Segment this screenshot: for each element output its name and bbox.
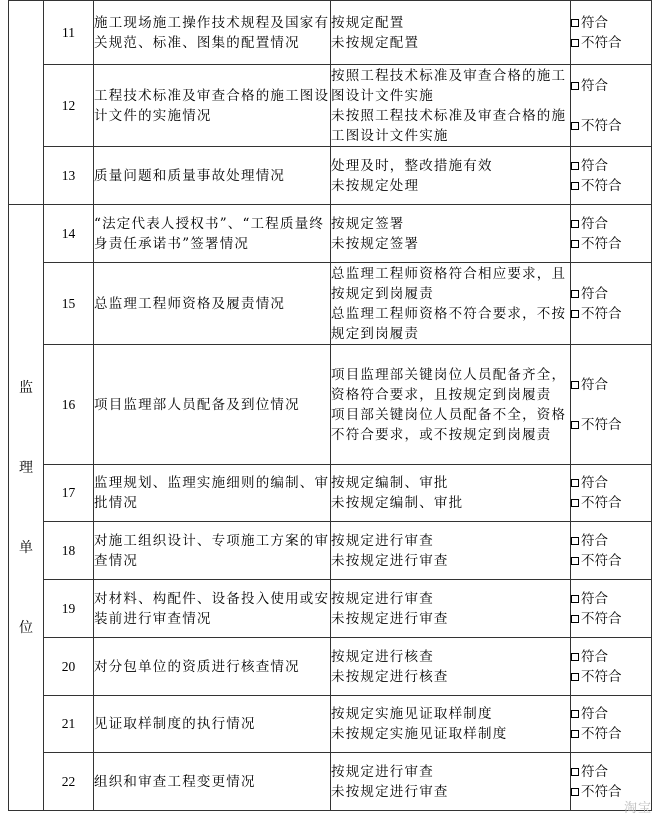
check-standard [331, 465, 571, 522]
row-number: 11 [44, 1, 94, 65]
result-option[interactable] [571, 76, 651, 96]
check-item [94, 147, 331, 205]
result-label: 不符合 [581, 610, 622, 627]
result-option[interactable] [571, 667, 651, 687]
standard-line: 未按规定进行审查 [331, 552, 449, 569]
result-cell [571, 638, 652, 696]
row-number: 15 [44, 263, 94, 345]
check-item-text: 工程技术标准及审查合格的施工图设计文件的实施情况 [94, 87, 330, 124]
table-row [9, 263, 652, 345]
result-label: 不符合 [581, 552, 622, 569]
result-label: 不符合 [581, 726, 622, 742]
table-row [9, 753, 652, 811]
result-cell [571, 465, 652, 522]
checkbox-icon[interactable] [571, 537, 579, 545]
standard-line: 按规定签署 [331, 215, 405, 232]
result-option[interactable] [571, 647, 651, 667]
row-number: 22 [44, 753, 94, 811]
checkbox-icon[interactable] [571, 182, 579, 190]
check-item-text: 施工现场施工操作技术规程及国家有关规范、标准、图集的配置情况 [94, 14, 330, 51]
standard-line: 按规定进行审查 [331, 590, 434, 607]
checkbox-icon[interactable] [571, 595, 579, 603]
check-standard [331, 65, 571, 147]
result-option[interactable] [571, 234, 651, 254]
check-standard [331, 638, 571, 696]
checkbox-icon[interactable] [571, 653, 579, 661]
result-label: 不符合 [581, 235, 622, 252]
result-option[interactable] [571, 33, 651, 53]
check-item [94, 345, 331, 465]
result-option[interactable] [571, 493, 651, 513]
result-cell [571, 696, 652, 753]
result-label: 符合 [581, 77, 608, 94]
result-label: 符合 [581, 376, 608, 393]
unit-char: 理 [19, 459, 33, 476]
standard-line: 总监理工程师资格不符合要求，不按规定到岗履责 [331, 305, 567, 342]
row-number: 12 [44, 65, 94, 147]
result-label: 符合 [581, 590, 608, 607]
table-row [9, 147, 652, 205]
check-item [94, 696, 331, 753]
result-label: 不符合 [581, 34, 622, 51]
check-item-text: 对材料、构配件、设备投入使用或安装前进行审查情况 [94, 590, 330, 627]
standard-line: 未按规定进行核查 [331, 668, 449, 685]
check-standard [331, 147, 571, 205]
check-standard [331, 580, 571, 638]
result-cell [571, 65, 652, 147]
result-option[interactable] [571, 156, 651, 176]
result-option[interactable] [571, 375, 651, 395]
row-number: 14 [44, 205, 94, 263]
checkbox-icon[interactable] [571, 240, 579, 248]
check-item [94, 580, 331, 638]
result-cell [571, 205, 652, 263]
checkbox-icon[interactable] [571, 673, 579, 681]
result-cell [571, 580, 652, 638]
standard-line: 项目监理部关键岗位人员配备齐全，资格符合要求，且按规定到岗履责 [331, 366, 567, 403]
result-label: 符合 [581, 285, 608, 302]
check-item [94, 65, 331, 147]
unit-cell-construction [9, 1, 44, 205]
result-option[interactable] [571, 116, 651, 136]
row-number: 19 [44, 580, 94, 638]
result-cell [571, 522, 652, 580]
unit-label [9, 378, 43, 638]
result-option[interactable] [571, 724, 651, 744]
result-option[interactable] [571, 13, 651, 33]
checkbox-icon[interactable] [571, 730, 579, 738]
table-row [9, 1, 652, 65]
check-item-text: 组织和审查工程变更情况 [94, 773, 256, 790]
standard-line: 未按规定签署 [331, 235, 420, 252]
check-standard [331, 522, 571, 580]
check-standard [331, 753, 571, 811]
result-label: 不符合 [581, 117, 622, 134]
table-row [9, 696, 652, 753]
checkbox-icon[interactable] [571, 39, 579, 47]
table-row [9, 205, 652, 263]
standard-line: 按规定配置 [331, 14, 405, 31]
check-item [94, 205, 331, 263]
result-label: 符合 [581, 475, 608, 491]
result-option[interactable] [571, 704, 651, 724]
result-option[interactable] [571, 762, 651, 782]
result-label: 不符合 [581, 305, 622, 322]
check-standard [331, 696, 571, 753]
standard-line: 未按照工程技术标准及审查合格的施工图设计文件实施 [331, 107, 567, 144]
check-item-text: 对施工组织设计、专项施工方案的审查情况 [94, 532, 330, 569]
check-standard [331, 1, 571, 65]
standard-line: 总监理工程师资格符合相应要求，且按规定到岗履责 [331, 265, 567, 302]
row-number: 16 [44, 345, 94, 465]
result-label: 不符合 [581, 416, 622, 433]
unit-char: 监 [19, 379, 33, 396]
checkbox-icon[interactable] [571, 499, 579, 507]
result-option[interactable] [571, 415, 651, 435]
checkbox-icon[interactable] [571, 122, 579, 130]
check-item-text: 见证取样制度的执行情况 [94, 716, 256, 732]
check-standard [331, 263, 571, 345]
result-option[interactable] [571, 473, 651, 493]
check-item-text: “法定代表人授权书”、“工程质量终身责任承诺书”签署情况 [94, 215, 325, 252]
row-number: 18 [44, 522, 94, 580]
watermark: 淘宝 [623, 801, 652, 816]
table-row [9, 638, 652, 696]
result-label: 符合 [581, 14, 608, 31]
result-label: 符合 [581, 157, 608, 174]
unit-cell-supervision [9, 205, 44, 811]
checkbox-icon[interactable] [571, 310, 579, 318]
standard-line: 按规定进行审查 [331, 532, 434, 549]
checkbox-icon[interactable] [571, 615, 579, 623]
result-label: 符合 [581, 706, 608, 722]
check-item-text: 监理规划、监理实施细则的编制、审批情况 [94, 475, 330, 511]
checkbox-icon[interactable] [571, 788, 579, 796]
standard-line: 未按规定处理 [331, 177, 420, 194]
result-option[interactable] [571, 304, 651, 324]
standard-line: 按规定进行审查 [331, 763, 434, 780]
result-label: 符合 [581, 215, 608, 232]
result-label: 符合 [581, 648, 608, 665]
standard-line: 未按规定编制、审批 [331, 495, 464, 511]
check-item [94, 263, 331, 345]
result-label: 符合 [581, 763, 608, 780]
checkbox-icon[interactable] [571, 381, 579, 389]
result-option[interactable] [571, 531, 651, 551]
result-cell [571, 345, 652, 465]
result-option[interactable] [571, 284, 651, 304]
checkbox-icon[interactable] [571, 19, 579, 27]
checkbox-icon[interactable] [571, 220, 579, 228]
checkbox-icon[interactable] [571, 479, 579, 487]
check-item-text: 质量问题和质量事故处理情况 [94, 167, 286, 184]
checkbox-icon[interactable] [571, 162, 579, 170]
check-item-text: 总监理工程师资格及履责情况 [94, 295, 286, 312]
result-option[interactable] [571, 589, 651, 609]
row-number: 17 [44, 465, 94, 522]
result-cell [571, 1, 652, 65]
check-item [94, 1, 331, 65]
table-row [9, 522, 652, 580]
check-item [94, 753, 331, 811]
result-label: 不符合 [581, 495, 622, 511]
row-number: 13 [44, 147, 94, 205]
row-number: 21 [44, 696, 94, 753]
inspection-table [8, 0, 652, 811]
checkbox-icon[interactable] [571, 421, 579, 429]
checkbox-icon[interactable] [571, 82, 579, 90]
result-label: 不符合 [581, 783, 622, 800]
standard-line: 按规定进行核查 [331, 648, 434, 665]
checkbox-icon[interactable] [571, 710, 579, 718]
result-option[interactable] [571, 609, 651, 629]
standard-line: 按照工程技术标准及审查合格的施工图设计文件实施 [331, 67, 567, 104]
standard-line: 未按规定配置 [331, 34, 420, 51]
result-label: 符合 [581, 532, 608, 549]
result-label: 不符合 [581, 668, 622, 685]
table-row [9, 465, 652, 522]
result-option[interactable] [571, 551, 651, 571]
checkbox-icon[interactable] [571, 768, 579, 776]
standard-line: 按规定编制、审批 [331, 475, 449, 491]
table-row [9, 345, 652, 465]
table-row [9, 65, 652, 147]
result-cell [571, 263, 652, 345]
checkbox-icon[interactable] [571, 290, 579, 298]
result-cell [571, 147, 652, 205]
check-standard [331, 345, 571, 465]
result-option[interactable] [571, 176, 651, 196]
table-row [9, 580, 652, 638]
standard-line: 按规定实施见证取样制度 [331, 706, 493, 722]
result-option[interactable] [571, 214, 651, 234]
unit-char: 单 [19, 539, 33, 556]
result-label: 不符合 [581, 177, 622, 194]
checkbox-icon[interactable] [571, 557, 579, 565]
check-standard [331, 205, 571, 263]
check-item-text: 对分包单位的资质进行核查情况 [94, 658, 300, 675]
standard-line: 未按规定进行审查 [331, 610, 449, 627]
row-number: 20 [44, 638, 94, 696]
standard-line: 未按规定实施见证取样制度 [331, 726, 508, 742]
check-item [94, 638, 331, 696]
unit-char: 位 [19, 619, 33, 636]
check-item [94, 465, 331, 522]
standard-line: 项目部关键岗位人员配备不全，资格不符合要求，或不按规定到岗履责 [331, 406, 567, 443]
standard-line: 处理及时，整改措施有效 [331, 157, 493, 174]
check-item-text: 项目监理部人员配备及到位情况 [94, 396, 300, 413]
check-item [94, 522, 331, 580]
standard-line: 未按规定进行审查 [331, 783, 449, 800]
